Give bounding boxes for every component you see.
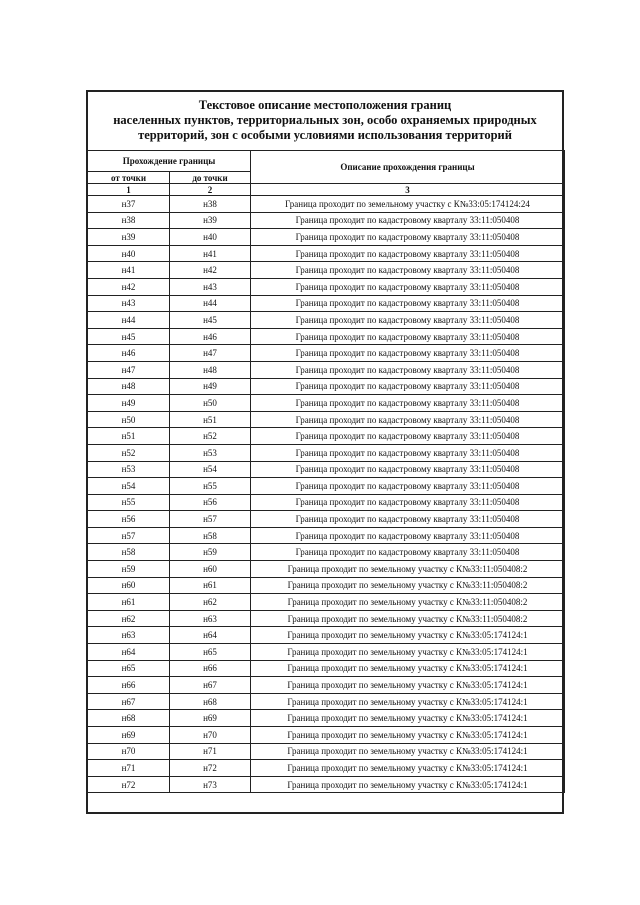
table-row (88, 561, 565, 578)
table-row (88, 361, 565, 378)
table-row (88, 345, 565, 362)
cell-description: Граница проходит по земельному участку с К№33:05:174124:1 (251, 677, 565, 694)
cell-from: н55 (88, 494, 170, 511)
cell-description: Граница проходит по кадастровому кварталу 33:11:050408 (251, 229, 565, 246)
table-row (88, 760, 565, 777)
title-line-1: Текстовое описание местоположения границ (198, 98, 452, 112)
cell-description: Граница проходит по кадастровому кварталу 33:11:050408 (251, 345, 565, 362)
cell-description: Граница проходит по земельному участку с К№33:05:174124:1 (251, 710, 565, 727)
cell-to: н73 (170, 776, 251, 793)
cell-to: н38 (170, 196, 251, 213)
cell-description: Граница проходит по кадастровому кварталу 33:11:050408 (251, 278, 565, 295)
cell-from: н54 (88, 478, 170, 495)
cell-from: н40 (88, 245, 170, 262)
page-title (88, 98, 562, 143)
cell-from: н46 (88, 345, 170, 362)
table-row (88, 594, 565, 611)
cell-description: Граница проходит по кадастровому кварталу 33:11:050408 (251, 378, 565, 395)
cell-description: Граница проходит по кадастровому кварталу 33:11:050408 (251, 478, 565, 495)
table-row (88, 278, 565, 295)
cell-description: Граница проходит по земельному участку с К№33:05:174124:1 (251, 693, 565, 710)
header-description: Описание прохождения границы (251, 151, 565, 184)
title-line-2: населенных пунктов, территориальных зон, особо охраняемых природных (113, 113, 537, 127)
cell-from: н70 (88, 743, 170, 760)
cell-from: н69 (88, 727, 170, 744)
cell-from: н42 (88, 278, 170, 295)
cell-to: н63 (170, 610, 251, 627)
table-row (88, 328, 565, 345)
table-row (88, 677, 565, 694)
cell-description: Граница проходит по кадастровому кварталу 33:11:050408 (251, 295, 565, 312)
table-row (88, 378, 565, 395)
cell-from: н43 (88, 295, 170, 312)
cell-from: н53 (88, 461, 170, 478)
cell-from: н41 (88, 262, 170, 279)
cell-to: н51 (170, 411, 251, 428)
cell-description: Граница проходит по земельному участку с К№33:05:174124:1 (251, 727, 565, 744)
cell-from: н71 (88, 760, 170, 777)
cell-from: н48 (88, 378, 170, 395)
cell-to: н56 (170, 494, 251, 511)
cell-description: Граница проходит по земельному участку с К№33:05:174124:24 (251, 196, 565, 213)
boundary-table (87, 150, 565, 793)
cell-to: н41 (170, 245, 251, 262)
cell-to: н52 (170, 428, 251, 445)
cell-description: Граница проходит по кадастровому кварталу 33:11:050408 (251, 461, 565, 478)
table-row (88, 295, 565, 312)
table-row (88, 262, 565, 279)
cell-to: н67 (170, 677, 251, 694)
cell-from: н68 (88, 710, 170, 727)
cell-to: н48 (170, 361, 251, 378)
cell-description: Граница проходит по кадастровому кварталу 33:11:050408 (251, 511, 565, 528)
table-row (88, 743, 565, 760)
table-row (88, 428, 565, 445)
table-row (88, 660, 565, 677)
title-line-3: территорий, зон с особыми условиями использования территорий (138, 128, 512, 142)
header-from: от точки (88, 172, 170, 184)
cell-description: Граница проходит по кадастровому кварталу 33:11:050408 (251, 245, 565, 262)
cell-to: н44 (170, 295, 251, 312)
cell-from: н67 (88, 693, 170, 710)
table-row (88, 511, 565, 528)
cell-to: н64 (170, 627, 251, 644)
table-row (88, 776, 565, 793)
cell-to: н54 (170, 461, 251, 478)
cell-description: Граница проходит по земельному участку с К№33:05:174124:1 (251, 760, 565, 777)
column-number-3: 3 (251, 184, 565, 196)
cell-description: Граница проходит по кадастровому кварталу 33:11:050408 (251, 395, 565, 412)
cell-description: Граница проходит по земельному участку с К№33:05:174124:1 (251, 627, 565, 644)
cell-from: н57 (88, 527, 170, 544)
cell-description: Граница проходит по земельному участку с К№33:05:174124:1 (251, 776, 565, 793)
cell-to: н65 (170, 644, 251, 661)
cell-description: Граница проходит по кадастровому кварталу 33:11:050408 (251, 527, 565, 544)
document-frame (86, 90, 564, 814)
cell-to: н42 (170, 262, 251, 279)
cell-to: н61 (170, 577, 251, 594)
cell-description: Граница проходит по земельному участку с К№33:11:050408:2 (251, 610, 565, 627)
table-row (88, 461, 565, 478)
cell-description: Граница проходит по земельному участку с К№33:05:174124:1 (251, 743, 565, 760)
table-row (88, 245, 565, 262)
cell-to: н40 (170, 229, 251, 246)
cell-description: Граница проходит по кадастровому кварталу 33:11:050408 (251, 328, 565, 345)
table-row (88, 229, 565, 246)
cell-from: н64 (88, 644, 170, 661)
cell-description: Граница проходит по кадастровому кварталу 33:11:050408 (251, 428, 565, 445)
cell-description: Граница проходит по земельному участку с К№33:11:050408:2 (251, 577, 565, 594)
cell-description: Граница проходит по земельному участку с К№33:05:174124:1 (251, 660, 565, 677)
table-row (88, 411, 565, 428)
cell-from: н58 (88, 544, 170, 561)
cell-from: н52 (88, 444, 170, 461)
cell-description: Граница проходит по земельному участку с К№33:11:050408:2 (251, 561, 565, 578)
cell-to: н57 (170, 511, 251, 528)
table-row (88, 312, 565, 329)
cell-from: н60 (88, 577, 170, 594)
cell-from: н56 (88, 511, 170, 528)
cell-from: н38 (88, 212, 170, 229)
cell-from: н65 (88, 660, 170, 677)
table-row (88, 727, 565, 744)
cell-description: Граница проходит по земельному участку с К№33:05:174124:1 (251, 644, 565, 661)
column-number-2: 2 (170, 184, 251, 196)
cell-to: н60 (170, 561, 251, 578)
table-row (88, 544, 565, 561)
cell-description: Граница проходит по кадастровому кварталу 33:11:050408 (251, 411, 565, 428)
table-row (88, 212, 565, 229)
cell-from: н66 (88, 677, 170, 694)
cell-to: н70 (170, 727, 251, 744)
cell-from: н49 (88, 395, 170, 412)
table-row (88, 644, 565, 661)
cell-from: н37 (88, 196, 170, 213)
column-number-1: 1 (88, 184, 170, 196)
cell-to: н71 (170, 743, 251, 760)
cell-from: н61 (88, 594, 170, 611)
cell-from: н51 (88, 428, 170, 445)
cell-from: н39 (88, 229, 170, 246)
cell-to: н68 (170, 693, 251, 710)
cell-to: н66 (170, 660, 251, 677)
cell-to: н46 (170, 328, 251, 345)
table-body (88, 196, 565, 793)
cell-from: н72 (88, 776, 170, 793)
cell-description: Граница проходит по земельному участку с К№33:11:050408:2 (251, 594, 565, 611)
cell-to: н55 (170, 478, 251, 495)
table-row (88, 693, 565, 710)
cell-from: н59 (88, 561, 170, 578)
cell-to: н59 (170, 544, 251, 561)
cell-description: Граница проходит по кадастровому кварталу 33:11:050408 (251, 544, 565, 561)
cell-to: н53 (170, 444, 251, 461)
cell-description: Граница проходит по кадастровому кварталу 33:11:050408 (251, 212, 565, 229)
header-group: Прохождение границы (88, 151, 251, 172)
table-row (88, 577, 565, 594)
table-row (88, 527, 565, 544)
table-row (88, 494, 565, 511)
cell-to: н72 (170, 760, 251, 777)
table-row (88, 478, 565, 495)
cell-description: Граница проходит по кадастровому кварталу 33:11:050408 (251, 444, 565, 461)
cell-to: н39 (170, 212, 251, 229)
cell-to: н62 (170, 594, 251, 611)
cell-to: н45 (170, 312, 251, 329)
cell-to: н50 (170, 395, 251, 412)
cell-to: н69 (170, 710, 251, 727)
cell-to: н47 (170, 345, 251, 362)
cell-to: н43 (170, 278, 251, 295)
table-row (88, 627, 565, 644)
header-to: до точки (170, 172, 251, 184)
table-row (88, 444, 565, 461)
cell-description: Граница проходит по кадастровому кварталу 33:11:050408 (251, 361, 565, 378)
cell-from: н44 (88, 312, 170, 329)
cell-description: Граница проходит по кадастровому кварталу 33:11:050408 (251, 262, 565, 279)
cell-from: н63 (88, 627, 170, 644)
cell-from: н47 (88, 361, 170, 378)
cell-from: н62 (88, 610, 170, 627)
cell-from: н50 (88, 411, 170, 428)
table-row (88, 395, 565, 412)
cell-to: н49 (170, 378, 251, 395)
table-row (88, 196, 565, 213)
table-row (88, 610, 565, 627)
cell-description: Граница проходит по кадастровому кварталу 33:11:050408 (251, 494, 565, 511)
table-row (88, 710, 565, 727)
cell-description: Граница проходит по кадастровому кварталу 33:11:050408 (251, 312, 565, 329)
cell-from: н45 (88, 328, 170, 345)
cell-to: н58 (170, 527, 251, 544)
